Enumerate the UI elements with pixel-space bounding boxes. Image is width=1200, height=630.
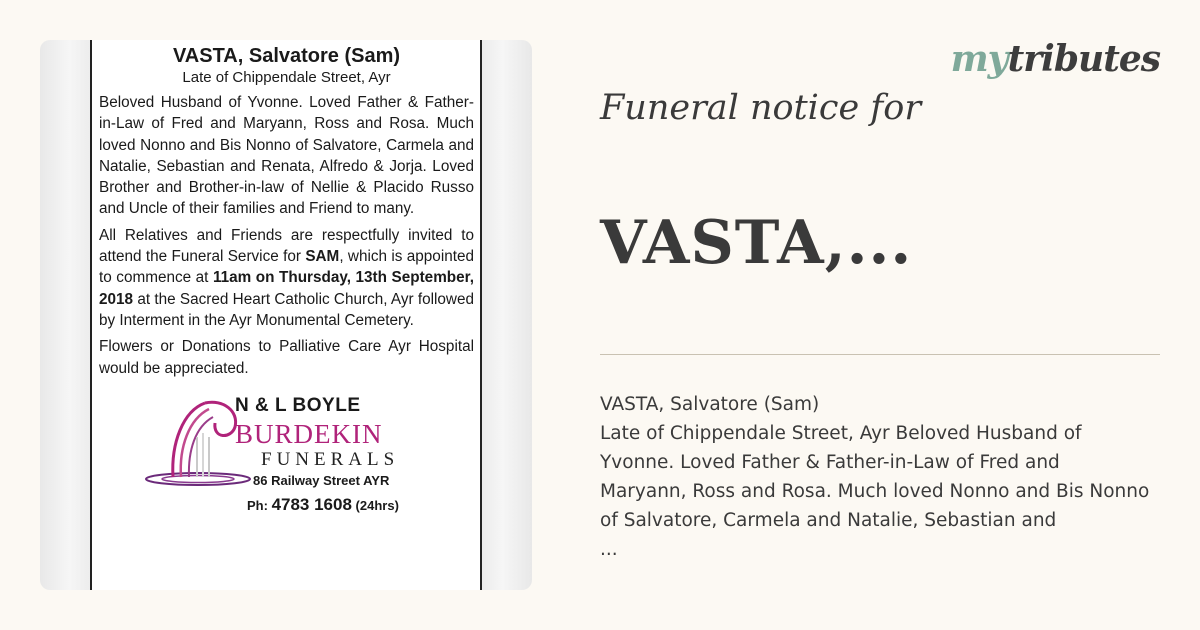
page-title: VASTA,... xyxy=(600,208,913,278)
notice-paragraph-flowers: Flowers or Donations to Palliative Care Ayr Hospital would be appreciated. xyxy=(99,338,474,377)
notice-paragraph-service: All Relatives and Friends are respectfully invited to attend the Funeral Service for SAM, which is appointed to commence at 11am on Thursday, 13th September, 2018 at the Sacred Heart Catholic Church, Ayr followed by Interment in the Ayr Monumental Cemetery. xyxy=(99,226,474,329)
notice-subtitle: Late of Chippendale Street, Ayr xyxy=(182,69,391,86)
notice-paragraph-family: Beloved Husband of Yvonne. Loved Father & Father-in-Law of Fred and Maryann, Ross and Rosa. Much loved Nonno and Bis Nonno of Salvatore, Carmela and Natalie, Sebastian and Renata, Alfredo & Jorja. Loved Brother and Brother-in-law of Nellie & Placido Russo and Uncle of their families and Friend to many. xyxy=(99,94,474,218)
logo-tributes: tributes xyxy=(1007,38,1160,80)
ad-brand-sub: FUNERALS xyxy=(261,448,400,470)
ad-brand: BURDEKIN xyxy=(235,418,383,449)
ad-address: 86 Railway Street AYR xyxy=(253,472,390,488)
mytributes-logo[interactable] xyxy=(951,38,1160,80)
notice-image xyxy=(40,40,532,590)
notice-excerpt: VASTA, Salvatore (Sam) Late of Chippendale Street, Ayr Beloved Husband of Yvonne. Loved Father & Father-in-Law of Fred and Maryann, Ross and Rosa. Much loved Nonno and Bis Nonno of Salvatore, Carmela and Natalie, Sebastian and ... xyxy=(600,394,1150,560)
ad-owner: N & L BOYLE xyxy=(235,394,361,416)
funeral-director-ad xyxy=(143,391,423,523)
notice-name: VASTA, Salvatore (Sam) xyxy=(172,45,401,67)
divider xyxy=(600,354,1160,355)
ad-phone: Ph: 4783 1608 (24hrs) xyxy=(247,494,399,514)
funeral-notice xyxy=(90,40,482,590)
logo-my: my xyxy=(950,38,1008,80)
page-heading: Funeral notice for xyxy=(600,88,922,128)
